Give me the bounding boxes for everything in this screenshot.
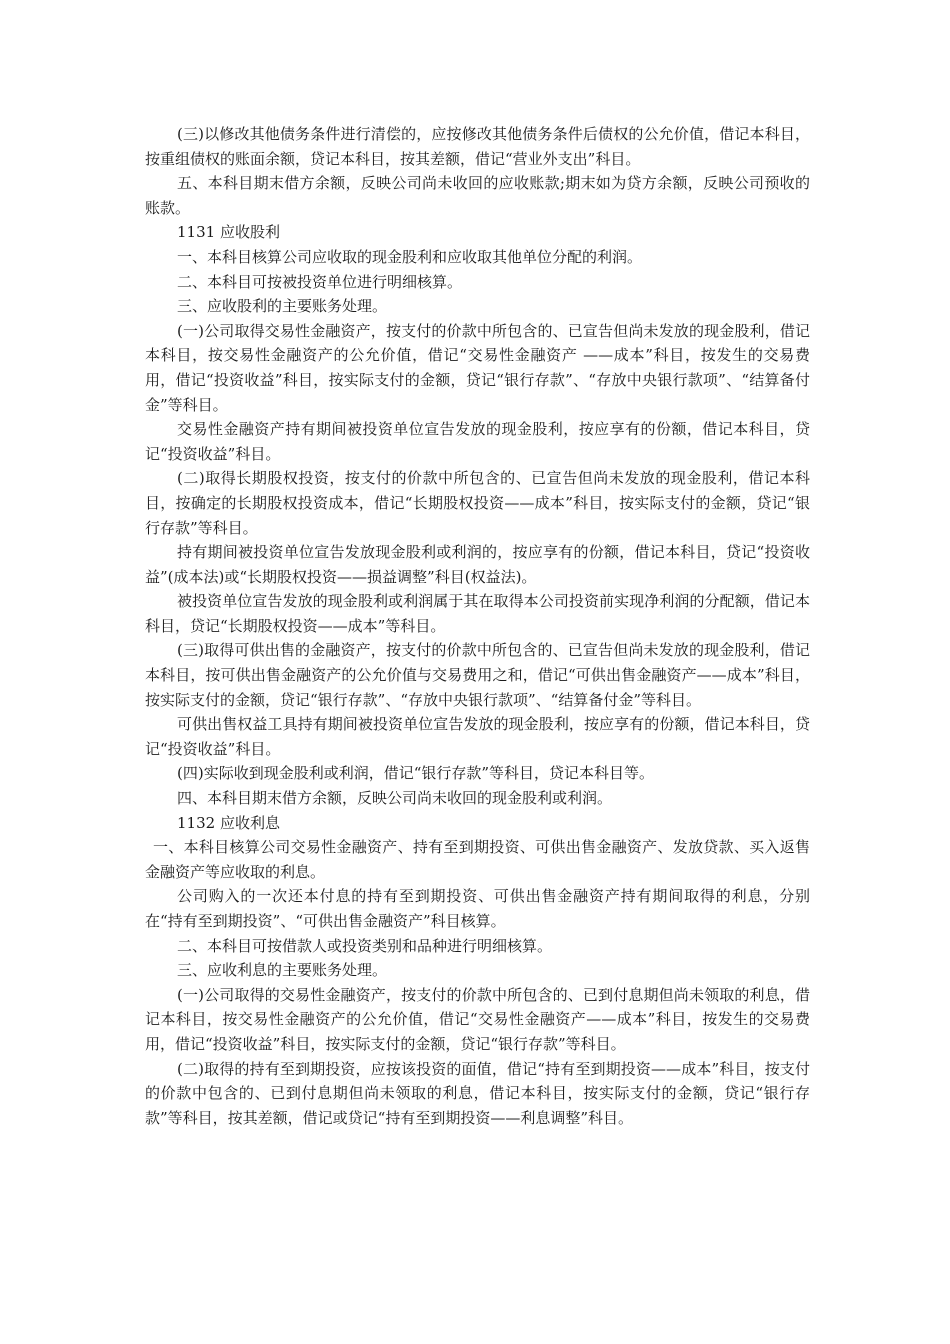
section-heading-1132: 1132 应收利息 — [177, 813, 280, 832]
paragraph-dividend-1: 一、本科目核算公司应收取的现金股利和应收取其他单位分配的利润。 — [177, 247, 643, 266]
paragraph-interest-1: 一、本科目核算公司交易性金融资产、持有至到期投资、可供出售金融资产、发放贷款、买入返售金融资产等应收取的利息。 — [145, 838, 810, 881]
paragraph-dividend-4: 四、本科目期末借方余额，反映公司尚未收回的现金股利或利润。 — [177, 789, 613, 808]
paragraph-interest-3-1: (一)公司取得的交易性金融资产，按支付的价款中所包含的、已到付息期但尚未领取的利息，借记本科目，按交易性金融资产的公允价值，借记“交易性金融资产——成本”科目，按发生的交易费用，借记“投资收益”科目，按实际支付的金额，贷记“银行存款”等科目。 — [145, 985, 810, 1053]
paragraph-dividend-3-4: (四)实际收到现金股利或利润，借记“银行存款”等科目，贷记本科目等。 — [177, 764, 655, 783]
paragraph-dividend-2: 二、本科目可按被投资单位进行明细核算。 — [177, 272, 463, 291]
paragraph-interest-lump-sum: 公司购入的一次还本付息的持有至到期投资、可供出售金融资产持有期间取得的利息，分别在“持有至到期投资”、“可供出售金融资产”科目核算。 — [145, 887, 810, 930]
paragraph-dividend-3-2: (二)取得长期股权投资，按支付的价款中所包含的、已宣告但尚未发放的现金股利，借记本科目，按确定的长期股权投资成本，借记“长期股权投资——成本”科目，按实际支付的金额，贷记“银行存款”等科目。 — [145, 469, 810, 537]
paragraph-dividend-trading: 交易性金融资产持有期间被投资单位宣告发放的现金股利，按应享有的份额，借记本科目，贷记“投资收益”科目。 — [145, 420, 810, 463]
paragraph-dividend-3-3: (三)取得可供出售的金融资产，按支付的价款中所包含的、已宣告但尚未发放的现金股利，借记本科目，按可供出售金融资产的公允价值与交易费用之和，借记“可供出售金融资产——成本”科目，按实际支付的金额，贷记“银行存款”、“存放中央银行款项”、“结算备付金”等科目。 — [145, 641, 810, 709]
document-body — [145, 122, 810, 1130]
paragraph-dividend-afs: 可供出售权益工具持有期间被投资单位宣告发放的现金股利，按应享有的份额，借记本科目，贷记“投资收益”科目。 — [145, 715, 810, 758]
paragraph-debt-restructure-3: (三)以修改其他债务条件进行清偿的，应按修改其他债务条件后债权的公允价值，借记本科目，按重组债权的账面余额，贷记本科目，按其差额，借记“营业外支出”科目。 — [145, 125, 810, 168]
paragraph-dividend-3: 三、应收股利的主要账务处理。 — [177, 297, 388, 316]
paragraph-dividend-holding: 持有期间被投资单位宣告发放现金股利或利润的，按应享有的份额，借记本科目，贷记“投资收益”(成本法)或“长期股权投资——损益调整”科目(权益法)。 — [145, 543, 810, 586]
paragraph-interest-3: 三、应收利息的主要账务处理。 — [177, 961, 388, 980]
paragraph-dividend-pre-acquisition: 被投资单位宣告发放的现金股利或利润属于其在取得本公司投资前实现净利润的分配额，借记本科目，贷记“长期股权投资——成本”等科目。 — [145, 592, 810, 635]
paragraph-interest-3-2: (二)取得的持有至到期投资，应按该投资的面值，借记“持有至到期投资——成本”科目，按支付的价款中包含的、已到付息期但尚未领取的利息，借记本科目，按实际支付的金额，贷记“银行存款”等科目，按其差额，借记或贷记“持有至到期投资——利息调整”科目。 — [145, 1059, 810, 1127]
paragraph-receivable-balance: 五、本科目期末借方余额，反映公司尚未收回的应收账款;期末如为贷方余额，反映公司预收的账款。 — [145, 174, 810, 217]
section-heading-1131: 1131 应收股利 — [177, 223, 280, 242]
paragraph-interest-2: 二、本科目可按借款人或投资类别和品种进行明细核算。 — [177, 936, 553, 955]
paragraph-dividend-3-1: (一)公司取得交易性金融资产，按支付的价款中所包含的、已宣告但尚未发放的现金股利，借记本科目，按交易性金融资产的公允价值，借记“交易性金融资产 ——成本”科目，按发生的交易费用，借记“投资收益”科目，按实际支付的金额，贷记“银行存款”、“存放中央银行款项”、“结算备付金”等科目。 — [145, 321, 810, 414]
